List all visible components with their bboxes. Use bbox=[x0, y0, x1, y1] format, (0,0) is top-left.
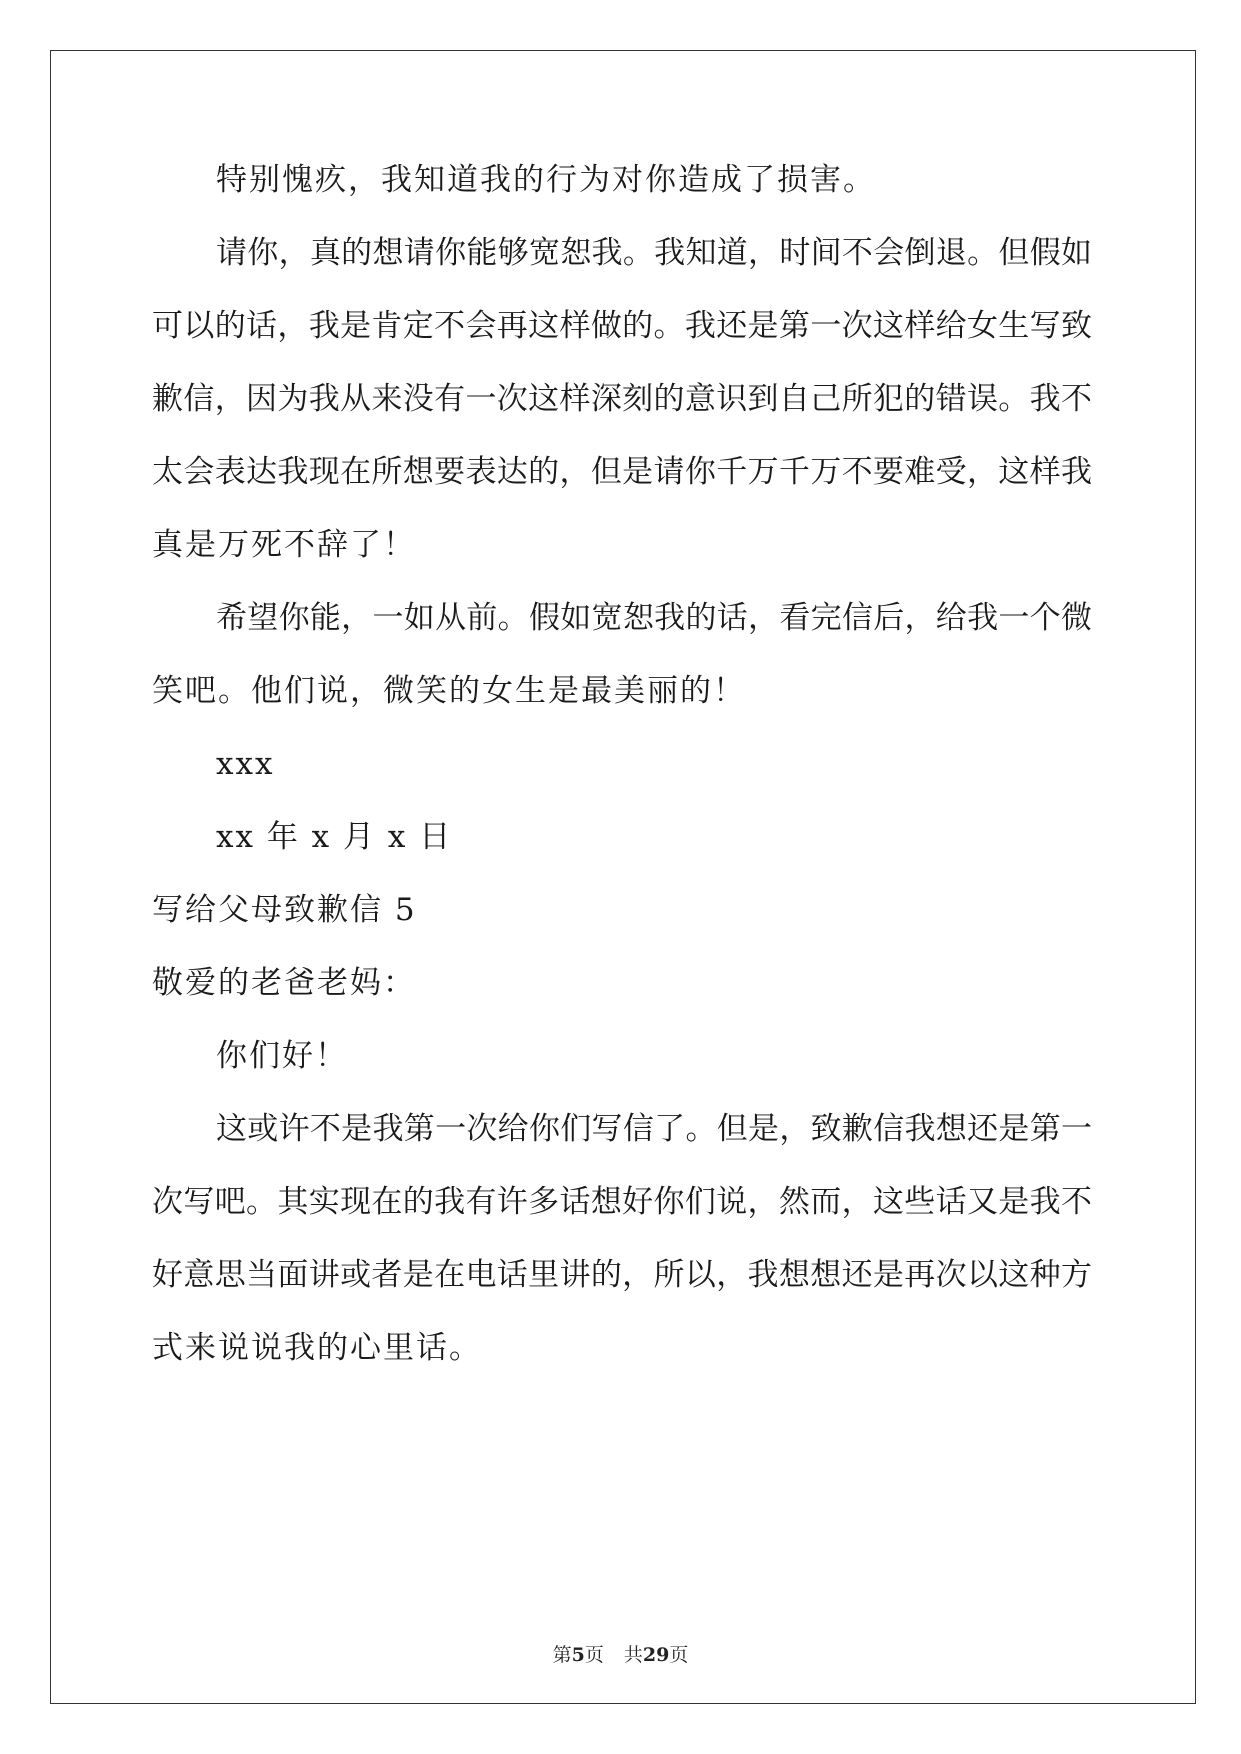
paragraph-line: 请你，真的想请你能够宽恕我。我知道，时间不会倒退。但假如 bbox=[216, 235, 1092, 271]
paragraph-line: 希望你能，一如从前。假如宽恕我的话，看完信后，给我一个微 bbox=[216, 600, 1092, 636]
footer-page-prefix: 第 bbox=[552, 1644, 572, 1666]
page-footer bbox=[0, 1640, 1241, 1667]
paragraph-line: 真是万死不辞了！ bbox=[152, 527, 416, 563]
section-heading: 写给父母致歉信 5 bbox=[152, 892, 417, 928]
paragraph-line: 歉信，因为我从来没有一次这样深刻的意识到自己所犯的错误。我不 bbox=[152, 381, 1092, 417]
paragraph-line: 次写吧。其实现在的我有许多话想好你们说，然而，这些话又是我不 bbox=[152, 1184, 1092, 1220]
paragraph-line: 特别愧疚，我知道我的行为对你造成了损害。 bbox=[216, 162, 876, 198]
paragraph-line: 笑吧。他们说，微笑的女生是最美丽的！ bbox=[152, 673, 746, 709]
footer-page-number: 5 bbox=[571, 1644, 585, 1666]
footer-total-prefix: 共 bbox=[623, 1644, 643, 1666]
signature-date: xx 年 x 月 x 日 bbox=[216, 819, 453, 855]
footer-total-suffix: 页 bbox=[669, 1644, 689, 1666]
footer-page-suffix: 页 bbox=[584, 1644, 604, 1666]
paragraph-line: 式来说说我的心里话。 bbox=[152, 1330, 482, 1366]
signature-name: xxx bbox=[216, 746, 275, 782]
paragraph-line: 好意思当面讲或者是在电话里讲的，所以，我想想还是再次以这种方 bbox=[152, 1257, 1092, 1293]
page-frame bbox=[50, 50, 1196, 1704]
paragraph-line: 这或许不是我第一次给你们写信了。但是，致歉信我想还是第一 bbox=[216, 1111, 1092, 1147]
footer-total-pages: 29 bbox=[642, 1644, 670, 1666]
greeting: 你们好！ bbox=[216, 1038, 348, 1074]
paragraph-line: 可以的话，我是肯定不会再这样做的。我还是第一次这样给女生写致 bbox=[152, 308, 1092, 344]
salutation: 敬爱的老爸老妈： bbox=[152, 965, 416, 1001]
paragraph-line: 太会表达我现在所想要表达的，但是请你千万千万不要难受，这样我 bbox=[152, 454, 1092, 490]
